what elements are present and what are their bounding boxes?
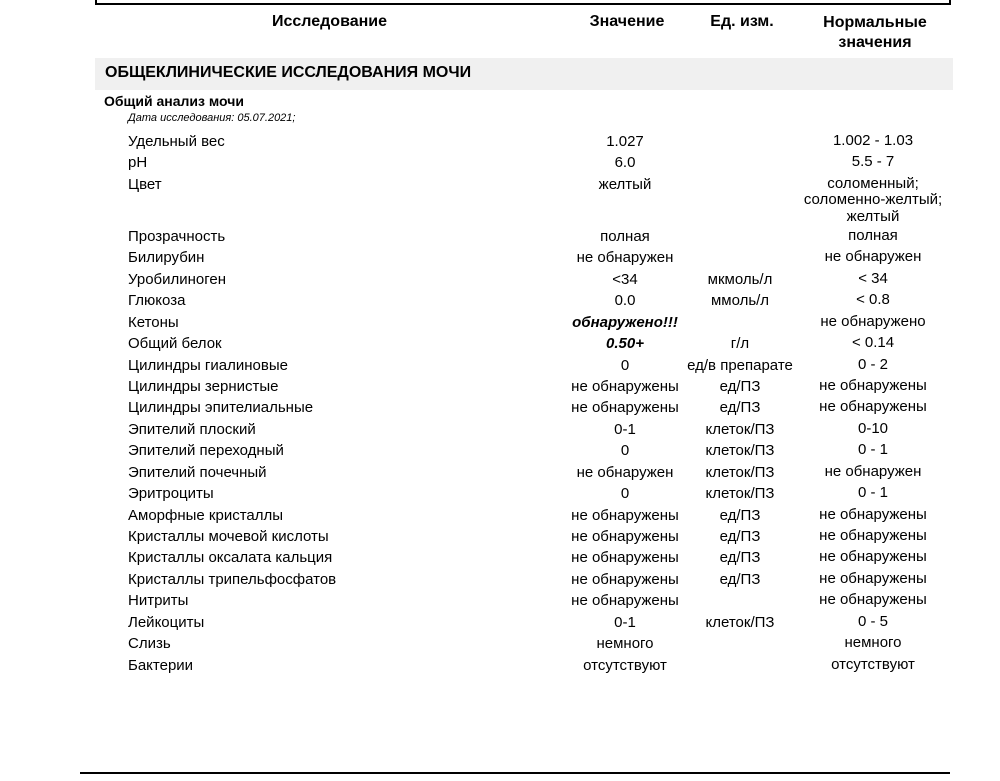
row-norm [798,571,948,588]
column-header-value: Значение [589,13,665,30]
row-norm-line: не обнаружены [819,505,927,523]
row-study-name: Слизь [128,635,171,653]
row-norm-line: < 34 [858,269,888,287]
table-row [0,398,1000,419]
table-row [0,463,1000,484]
row-unit: мкмоль/л [707,270,773,288]
row-norm-line: соломенный; [827,174,919,192]
table-row [0,132,1000,153]
row-norm-line: < 0.8 [856,291,890,309]
table-row [0,270,1000,291]
row-norm [798,614,948,631]
results-table [0,132,1000,677]
row-study-name: Глюкоза [128,292,186,310]
row-study-name: Нитриты [128,592,189,610]
row-norm [798,228,948,245]
row-value: не обнаружены [571,549,679,567]
row-norm [798,133,948,150]
row-value: не обнаружены [571,592,679,610]
top-frame-border [95,0,951,5]
row-norm [798,314,948,331]
row-norm-line: не обнаружены [819,527,927,544]
row-unit: ед/ПЗ [719,506,761,524]
row-value-abnormal: 0.50+ [606,335,644,353]
column-header-study: Исследование [272,13,387,30]
table-row [0,420,1000,441]
row-value: не обнаружены [571,399,679,417]
row-norm [798,271,948,288]
row-unit: ед/ПЗ [719,528,761,545]
table-row [0,613,1000,634]
table-row [0,356,1000,377]
row-value: 0 [620,356,630,374]
table-row [0,175,1000,227]
table-row [0,334,1000,355]
row-value: 0.0 [614,292,636,310]
row-unit: ед/ПЗ [719,377,761,395]
row-value: <34 [612,270,638,288]
row-unit: клеток/ПЗ [705,613,775,631]
row-norm [798,528,948,545]
column-header-norm [800,13,950,53]
table-row [0,591,1000,612]
row-norm-line: 0 - 2 [857,355,888,373]
row-norm-line: 5.5 - 7 [851,153,895,171]
row-norm-line: не обнаружен [824,462,922,480]
row-value: 1.027 [606,133,644,150]
row-unit: клеток/ПЗ [705,463,775,481]
table-row [0,548,1000,569]
row-norm [798,378,948,395]
section-title: ОБЩЕКЛИНИЧЕСКИЕ ИССЛЕДОВАНИЯ МОЧИ [105,64,472,81]
row-study-name: Цилиндры эпителиальные [128,399,314,417]
row-study-name: Кристаллы оксалата кальция [128,549,333,567]
row-study-name: Кетоны [128,313,179,331]
bottom-rule [80,772,950,774]
row-value: 0-1 [614,613,636,631]
table-row [0,506,1000,527]
row-norm-line: желтый [846,207,900,225]
row-value: 0 [620,442,630,460]
table-row [0,248,1000,269]
row-norm [798,485,948,502]
row-value: 0 [620,485,630,503]
row-norm-line: не обнаружен [824,248,922,266]
row-norm-line: 0-10 [857,419,889,437]
row-unit: ммоль/л [710,292,770,310]
row-norm [798,399,948,416]
row-norm [798,176,948,226]
row-norm [798,657,948,674]
table-row [0,527,1000,548]
row-norm-line: соломенно-желтый; [803,191,943,209]
row-value: 6.0 [614,154,636,172]
row-norm [798,154,948,171]
row-norm [798,507,948,524]
row-norm [798,357,948,374]
row-study-name: Уробилиноген [128,270,227,288]
row-unit: ед/ПЗ [719,570,761,588]
row-study-name: Эритроциты [128,485,214,503]
row-study-name: Бактерии [128,656,194,674]
row-norm-line: отсутствуют [831,655,915,673]
table-row [0,377,1000,398]
row-study-name: Цвет [128,175,162,193]
row-norm-line: не обнаружены [819,376,927,394]
row-study-name: Эпителий переходный [128,442,284,460]
row-norm-line: < 0.14 [851,334,895,352]
row-unit: клеток/ПЗ [705,442,775,460]
table-row [0,570,1000,591]
row-norm-line: немного [844,634,902,652]
row-norm [798,635,948,652]
row-norm-line: не обнаружены [819,398,927,416]
row-norm-line: не обнаружены [819,569,927,587]
row-unit: ед/в препарате [687,356,793,374]
row-norm [798,421,948,438]
table-row [0,227,1000,248]
row-norm-line: не обнаружено [820,312,926,330]
row-unit: ед/ПЗ [719,549,761,567]
row-study-name: Билирубин [128,249,205,267]
row-value: отсутствуют [583,656,667,674]
row-norm-line: 1.002 - 1.03 [832,132,914,149]
row-value: не обнаружены [571,570,679,588]
study-date: Дата исследования: 05.07.2021; [128,112,296,124]
table-row [0,634,1000,655]
row-value: не обнаружен [576,249,674,267]
row-norm [798,442,948,459]
row-value: желтый [598,175,652,193]
row-study-name: Кристаллы мочевой кислоты [128,528,329,545]
row-unit: ед/ПЗ [719,399,761,417]
row-study-name: Кристаллы трипельфосфатов [128,570,337,588]
row-norm [798,292,948,309]
row-norm [798,464,948,481]
table-row [0,656,1000,677]
row-study-name: Удельный вес [128,133,225,150]
row-value: не обнаружены [571,528,679,545]
group-title: Общий анализ мочи [104,93,244,109]
row-value: не обнаружен [576,463,674,481]
row-study-name: Аморфные кристаллы [128,506,284,524]
table-row [0,441,1000,462]
column-header-norm-line1: Нормальные [823,14,927,31]
row-value: немного [596,635,654,653]
row-norm [798,592,948,609]
row-study-name: Эпителий почечный [128,463,267,481]
column-header-norm-line2: значения [838,34,912,51]
row-norm-line: 0 - 5 [857,612,888,630]
row-norm-line: 0 - 1 [857,484,888,502]
row-unit: клеток/ПЗ [705,420,775,438]
row-study-name: Цилиндры гиалиновые [128,356,288,374]
row-norm-line: 0 - 1 [857,441,888,459]
row-value: полная [600,227,650,245]
row-norm-line: полная [848,226,898,244]
table-row [0,153,1000,174]
row-study-name: Эпителий плоский [128,420,256,438]
column-header-unit: Ед. изм. [710,13,774,30]
row-study-name: Общий белок [128,335,222,353]
row-value: не обнаружены [571,506,679,524]
row-study-name: Лейкоциты [128,613,205,631]
row-norm-line: не обнаружены [819,548,927,566]
row-study-name: pH [128,154,148,172]
row-norm-line: не обнаружены [819,591,927,609]
table-row [0,291,1000,312]
row-study-name: Прозрачность [128,227,226,245]
row-norm [798,249,948,266]
row-unit: г/л [730,335,750,353]
row-value-abnormal: обнаружено!!! [572,313,678,331]
row-unit: клеток/ПЗ [705,485,775,503]
table-row [0,313,1000,334]
table-row [0,484,1000,505]
row-norm [798,335,948,352]
row-norm [798,549,948,566]
row-study-name: Цилиндры зернистые [128,377,279,395]
row-value: 0-1 [614,420,636,438]
row-value: не обнаружены [571,377,679,395]
